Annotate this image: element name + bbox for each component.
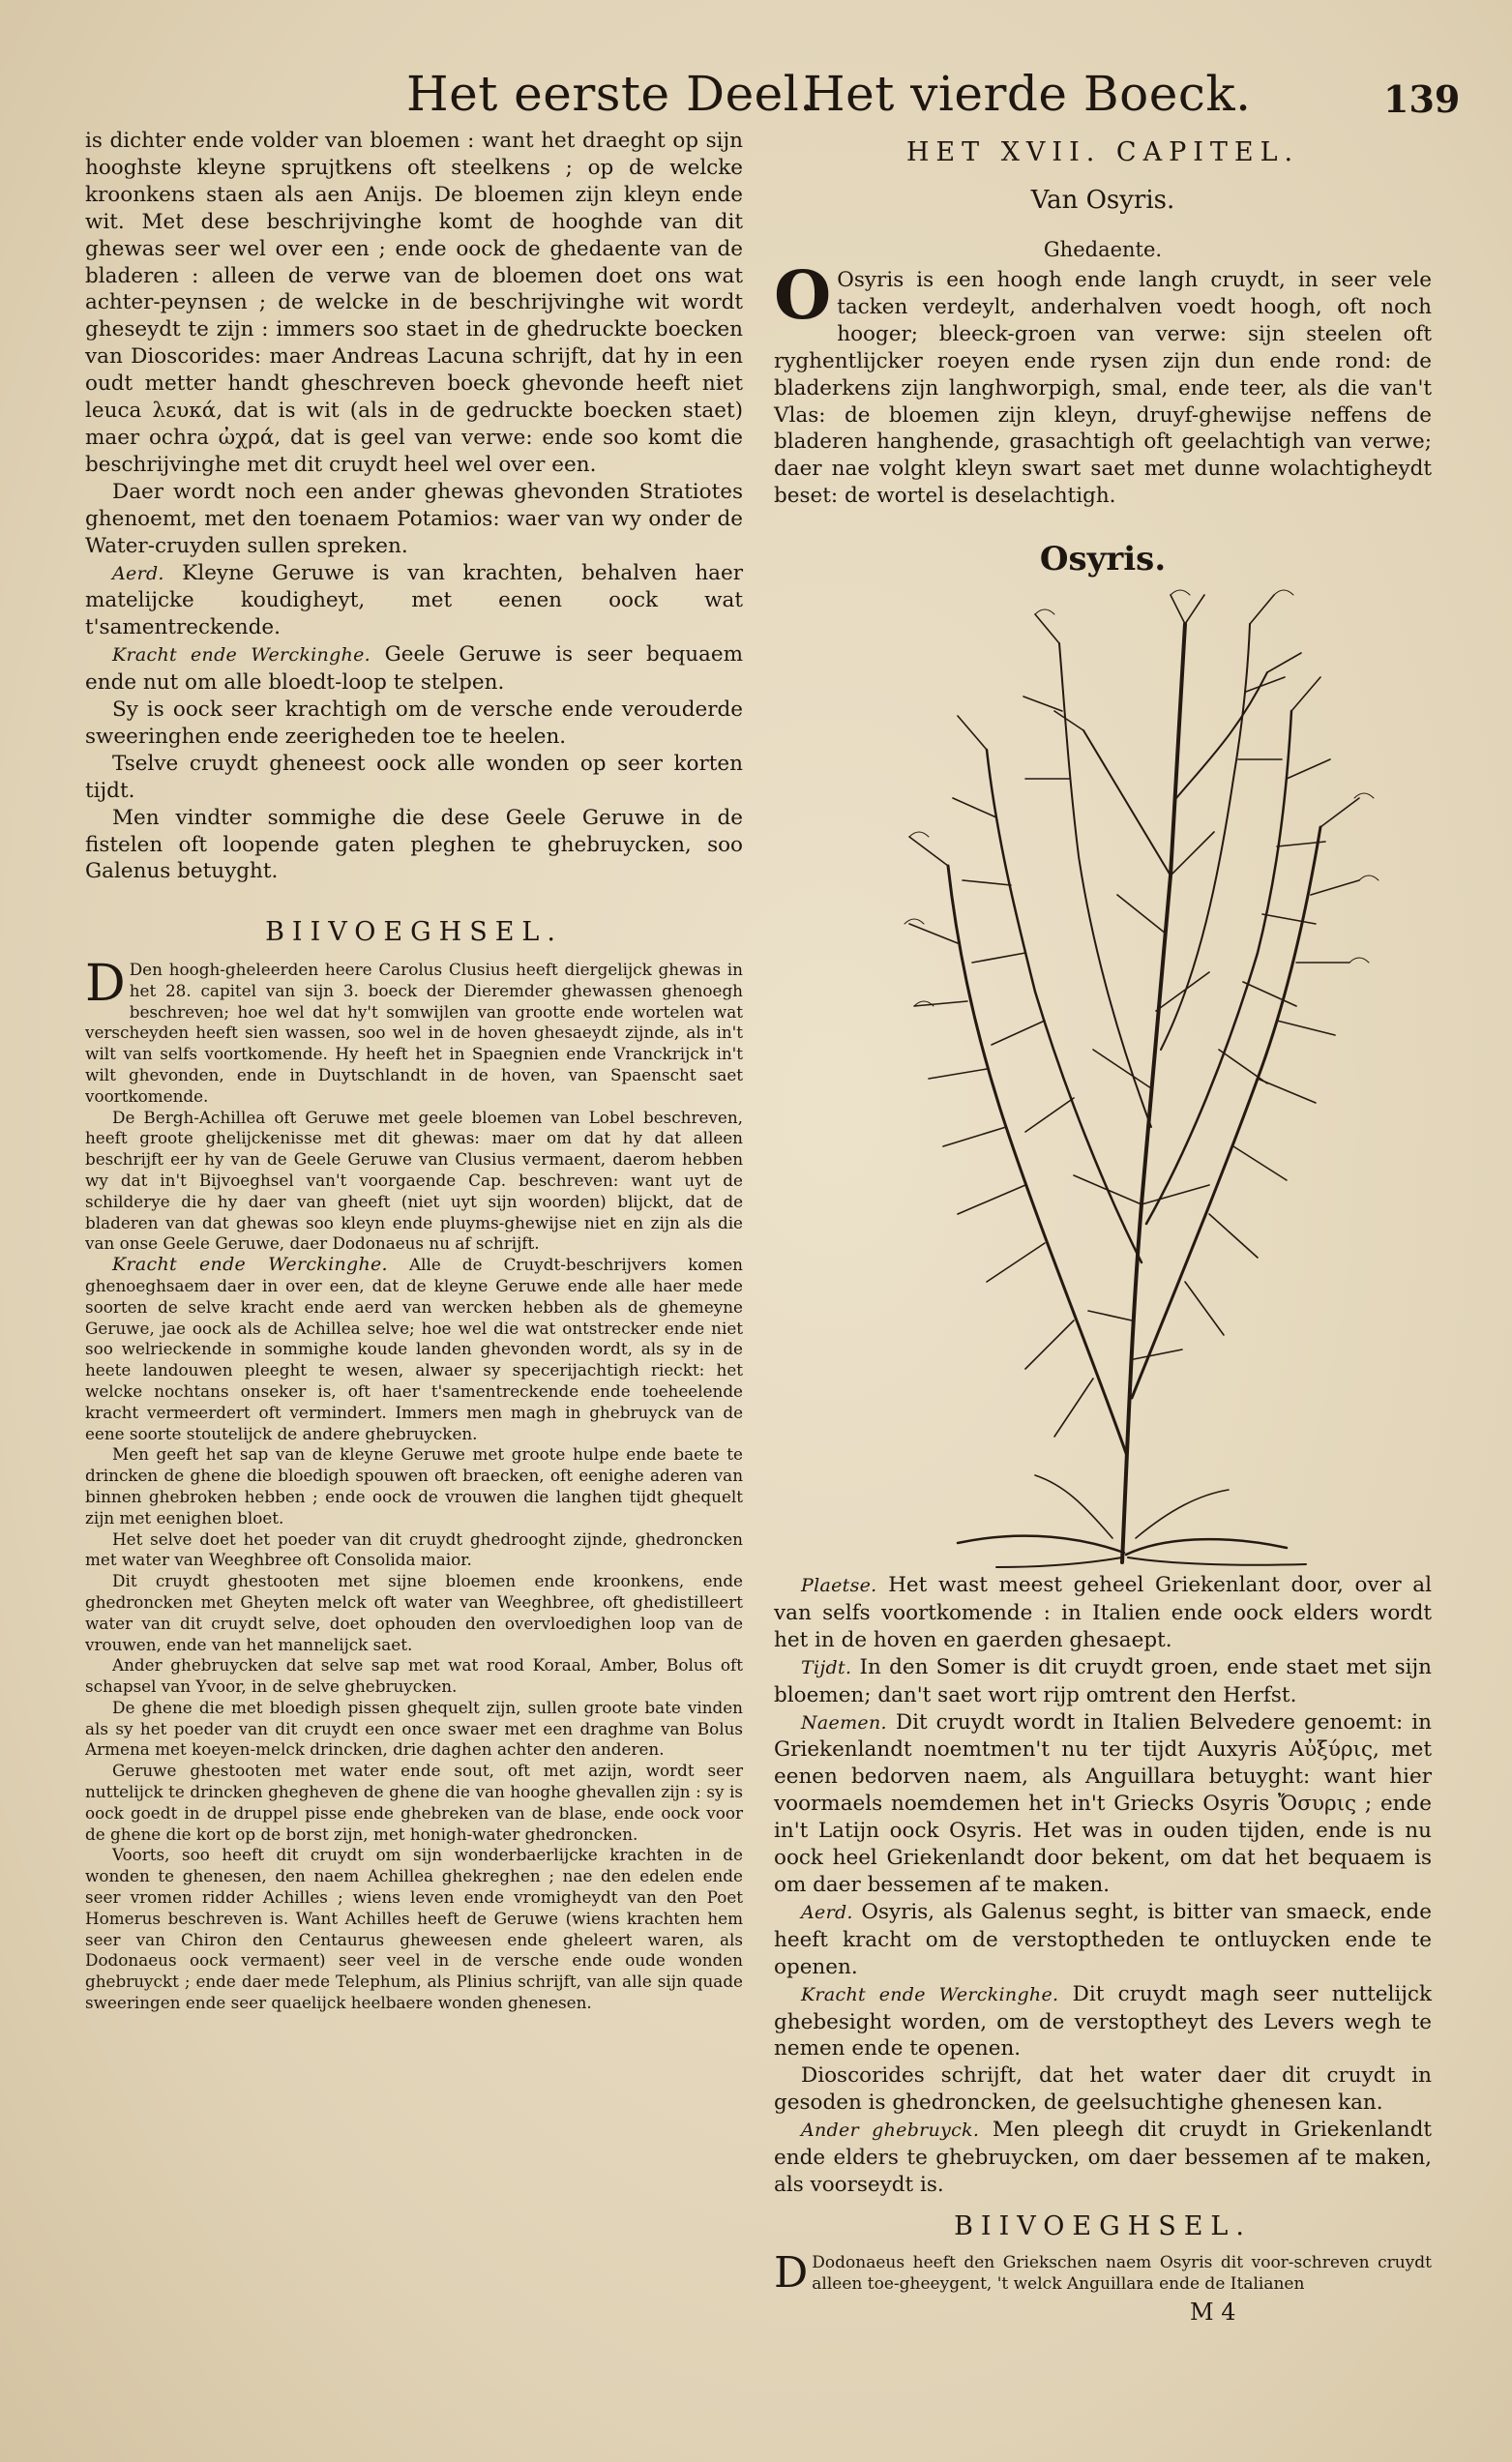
figure-title: Osyris.	[1039, 540, 1167, 578]
bijv-paragraph-6: Dit cruydt ghestooten met sijne bloemen ende kroonkens, ende ghedroncken met Gheyten melck oft water van Weeghbree, oft ghedistilleert water van dit cruydt selve, doet ophouden den overvloedighen loop van de vrouwen, ende van het mannelijck saet.	[85, 1571, 743, 1654]
naemen-text: Dit cruydt wordt in Italien Belvedere genoemt: in Griekenlandt noemtmen't nu ter tijdt Auxyris Αὐξύρις, met eenen bedorven naem, als Anguillara betuyght: want hier voormaels noemdemen het in't Griecks Osyris Ὄσυρις ; ende in't Latijn oock Osyris. Het was in ouden tijden, ende is nu oock heel Griekenlandt door bekent, om dat het bequaem is om daer bessemen af te maken.	[774, 1709, 1432, 1897]
description-block	[774, 257, 1432, 510]
osyris-woodcut-illustration	[851, 585, 1393, 1572]
osyris-sections	[774, 1572, 1432, 2199]
bijv-paragraph-8: De ghene die met bloedigh pissen ghequelt zijn, sullen groote bate vinden als sy het poeder van dit cruydt een once swaer met een draghme van Bolus Armena met koeyen-melck drincken, drie daghen achter den anderen.	[85, 1697, 743, 1760]
dropcap-o: O	[774, 257, 832, 335]
aerd-label: Aerd.	[112, 562, 164, 584]
osyris-aerd-label: Aerd.	[801, 1901, 853, 1923]
left-column	[85, 128, 743, 885]
bijv-paragraph-10: Voorts, soo heeft dit cruydt om sijn wonderbaerlijcke krachten in de wonden te ghenesen, den naem Achillea ghekreghen ; nae den edelen ende seer vromen ridder Achilles ; wiens leven ende vromigheydt van den Poet Homerus beschreven is. Want Achilles heeft de Geruwe (wiens krachten hem seer van Chiron den Centaurus gheweesen ende gheleert waren, als Dodonaeus oock vermaent) seer veel in de versche ende oude wonden ghebruyckt ; ende daer mede Telephum, als Plinius schrijft, van alle sijn quade sweeringen ende seer quaelijck heelbaere wonden ghenesen.	[85, 1845, 743, 2013]
dropcap-d: D	[85, 955, 126, 1013]
intro-paragraph: is dichter ende volder van bloemen : want het draeght op sijn hooghste kleyne sprujtkens oft steelkens ; op de welcke kroonkens staen als aen Anijs. De bloemen zijn kleyn ende wit. Met dese beschrijvinghe komt de hooghde van dit ghewas seer wel over een ; ende oock de ghedaente van de bladeren : alleen de verwe van de bloemen doet ons wat achter-peynsen ; de welcke in de beschrijvinghe wit wordt gheseydt te zijn : immers soo staet in de ghedruckte boecken van Dioscorides: maer Andreas Lacuna schrijft, dat hy in een oudt metter handt gheschreven boeck ghevonde heeft niet leuca λευκά, dat is wit (als in de gedruckte boecken staet) maer ochra ὠχρά, dat is geel van verwe: ende soo komt die beschrijvinghe met dit cruydt heel wel over een.	[85, 129, 743, 477]
osyris-kracht-label: Kracht ende Werckinghe.	[801, 1983, 1059, 2005]
bijvoeghsel-title-right: BIIVOEGHSEL.	[954, 2211, 1252, 2241]
aerd-text: Kleyne Geruwe is van krachten, behalven haer matelijcke koudigheyt, met eenen oock wat t'samentreckende.	[85, 560, 743, 640]
kracht-text-1: Geele Geruwe is seer bequaem ende nut om alle bloedt-loop te stelpen.	[85, 642, 743, 696]
ander-label: Ander ghebruyck.	[801, 2120, 980, 2142]
ghedaente-label: Ghedaente.	[1043, 238, 1163, 261]
osyris-kracht-text: Dit cruydt magh seer nuttelijck ghebesight worden, om de verstoptheyt des Levers wegh te nemen ende te openen.	[774, 1981, 1432, 2062]
chapter-subtitle: Van Osyris.	[1030, 186, 1175, 215]
bijv-paragraph-9: Geruwe ghestooten met water ende sout, oft met azijn, wordt seer nuttelijck te drincken ghegheven de ghene die van hooghe ghevallen zijn : sy is oock goedt in de druppel pisse ende ghebreken van de blase, ende oock voor de ghene die kort op de borst zijn, met honigh-water ghedroncken.	[85, 1761, 743, 1844]
stratiotes-paragraph: Daer wordt noch een ander ghewas ghevonden Stratiotes ghenoemt, met den toenaem Potamios: waer van wy onder de Water-cruyden sullen spreken.	[85, 479, 743, 558]
tijdt-label: Tijdt.	[801, 1656, 852, 1678]
kracht-text-4: Men vindter sommighe die dese Geele Geruwe in de fistelen oft loopende gaten pleghen te ghebruycken, soo Galenus betuyght.	[85, 805, 743, 884]
signature-mark: M 4	[1190, 2299, 1236, 2326]
ander-text: Men pleegh dit cruydt in Griekenlandt ende elders te ghebruycken, om daer bessemen af te maken, als voorseydt is.	[774, 2118, 1433, 2197]
bijv-paragraph-7: Ander ghebruycken dat selve sap met wat rood Koraal, Amber, Bolus oft schapsel van Yvoor, in de selve ghebruycken.	[85, 1655, 743, 1697]
header-book: Het vierde Boeck.	[803, 66, 1252, 122]
plaetse-label: Plaetse.	[801, 1575, 877, 1596]
bijv-paragraph-1: Den hoogh-gheleerden heere Carolus Clusius heeft diergelijck ghewas in het 28. capitel van sijn 3. boeck der Dieremder ghewassen ghenoegh beschreven; hoe wel dat hy't somwijlen van grootte ende wortelen wat verscheyden heeft sien wassen, soo wel in de hoven ghesaeydt zijnde, als in't wilt van selfs voortkomende. Hy heeft het in Spaegnien ende Vranckrijck in't wilt ghevonden, ende in Duytschlandt in de hoven, van Spaenscht saet voortkomende.	[85, 960, 743, 1106]
kracht-text-3: Tselve cruydt gheneest oock alle wonden op seer korten tijdt.	[85, 751, 743, 803]
plaetse-text: Het wast meest geheel Griekenlant door, over al van selfs voortkomende : in Italien ende oock elders wordt het in de hoven en gaerden ghesaept.	[774, 1573, 1433, 1652]
bijvoeghsel-left	[85, 955, 743, 2014]
dropcap-d-right: D	[774, 2248, 809, 2298]
bijvoeghsel-title-left: BIIVOEGHSEL.	[265, 917, 563, 947]
kracht-label: Kracht ende Werckinghe.	[112, 644, 371, 667]
osyris-aerd-text: Osyris, als Galenus seght, is bitter van smaeck, ende heeft kracht om de verstoptheden te ontluycken ende te openen.	[774, 1899, 1432, 1979]
naemen-label: Naemen.	[801, 1711, 887, 1734]
page-number: 139	[1383, 77, 1461, 121]
description-text: Osyris is een hoogh ende langh cruydt, in seer vele tacken verdeylt, anderhalven voedt hoogh, oft noch hooger; bleeck-groen van verwe: sijn steelen oft ryghentlijcker roeyen ende rysen zijn dun ende rond: de bladerkens zijn langhworpigh, smal, ende teer, als die van't Vlas: de bloemen zijn kleyn, druyf-ghewijse neffens de bladeren hanghende, grasachtigh oft geelachtigh van verwe; daer nae volght kleyn swart saet met dunne wolachtigheydt beset: de wortel is deselachtigh.	[774, 268, 1432, 509]
header-part: Het eerste Deel.	[406, 66, 815, 122]
bijv-paragraph-4: Men geeft het sap van de kleyne Geruwe met groote hulpe ende baete te drincken de ghene die bloedigh spouwen oft braecken, oft eenighe aderen van binnen ghebroken hebben ; ende oock de vrouwen die langhen tijdt ghequelt zijn met eenighen bloet.	[85, 1444, 743, 1528]
tijdt-text: In den Somer is dit cruydt groen, ende staet met sijn bloemen; dan't saet wort rijp omtrent den Herfst.	[774, 1654, 1432, 1707]
bijv-paragraph-2: De Bergh-Achillea oft Geruwe met geele bloemen van Lobel beschreven, heeft groote ghelijckenisse met dit ghewas: maer om dat hy dat alleen beschrijft eer hy van de Geele Geruwe van Clusius vermaent, daerom hebben wy dat in't Bijvoeghsel van't voorgaende Cap. beschreven: want uyt de schilderye die hy daer van gheeft (niet uyt sijn woorden) blijckt, dat de bladeren van dat ghewas soo kleyn ende pluyms-ghewijse niet en zijn als die van onse Geele Geruwe, daer Dodonaeus nu af schrijft.	[85, 1107, 743, 1254]
bijv-kracht-label: Kracht ende Werckinghe.	[112, 1254, 388, 1276]
bijv-right-text: Dodonaeus heeft den Griekschen naem Osyris dit voor-schreven cruydt alleen toe-gheeygent, 't welck Anguillara ende de Italianen	[812, 2253, 1432, 2294]
bijvoeghsel-right	[774, 2248, 1432, 2298]
osyris-kracht-text-2: Dioscorides schrijft, dat het water daer dit cruydt in gesoden is ghedroncken, de geelsuchtighe ghenesen kan.	[774, 2063, 1432, 2116]
bijv-paragraph-5: Het selve doet het poeder van dit cruydt ghedrooght zijnde, ghedroncken met water van Weeghbree oft Consolida maior.	[85, 1528, 743, 1570]
chapter-title: HET XVII. CAPITEL.	[905, 137, 1300, 167]
bijv-paragraph-3: Alle de Cruydt-beschrijvers komen ghenoeghsaem daer in over een, dat de kleyne Geruwe ende alle haer mede soorten de selve kracht ende aerd van wercken hebben als de ghemeyne Geruwe, jae oock als de Achillea selve; hoe wel die wat ontstrecker ende niet soo welrieckende in sommighe koude landen ghevonden wordt, als sy in de heete landouwen pleeght te wesen, alwaer sy specerijachtigh rieckt: het welcke nochtans onseker is, oft haer t'samentreckende ende toeheelende kracht vermeerdert oft vermindert. Immers men magh in ghebruyck van de eene soorte stoutelijck de andere ghebruycken.	[85, 1255, 743, 1443]
kracht-text-2: Sy is oock seer krachtigh om de versche ende verouderde sweeringhen ende zeerigheden toe te heelen.	[85, 697, 743, 749]
